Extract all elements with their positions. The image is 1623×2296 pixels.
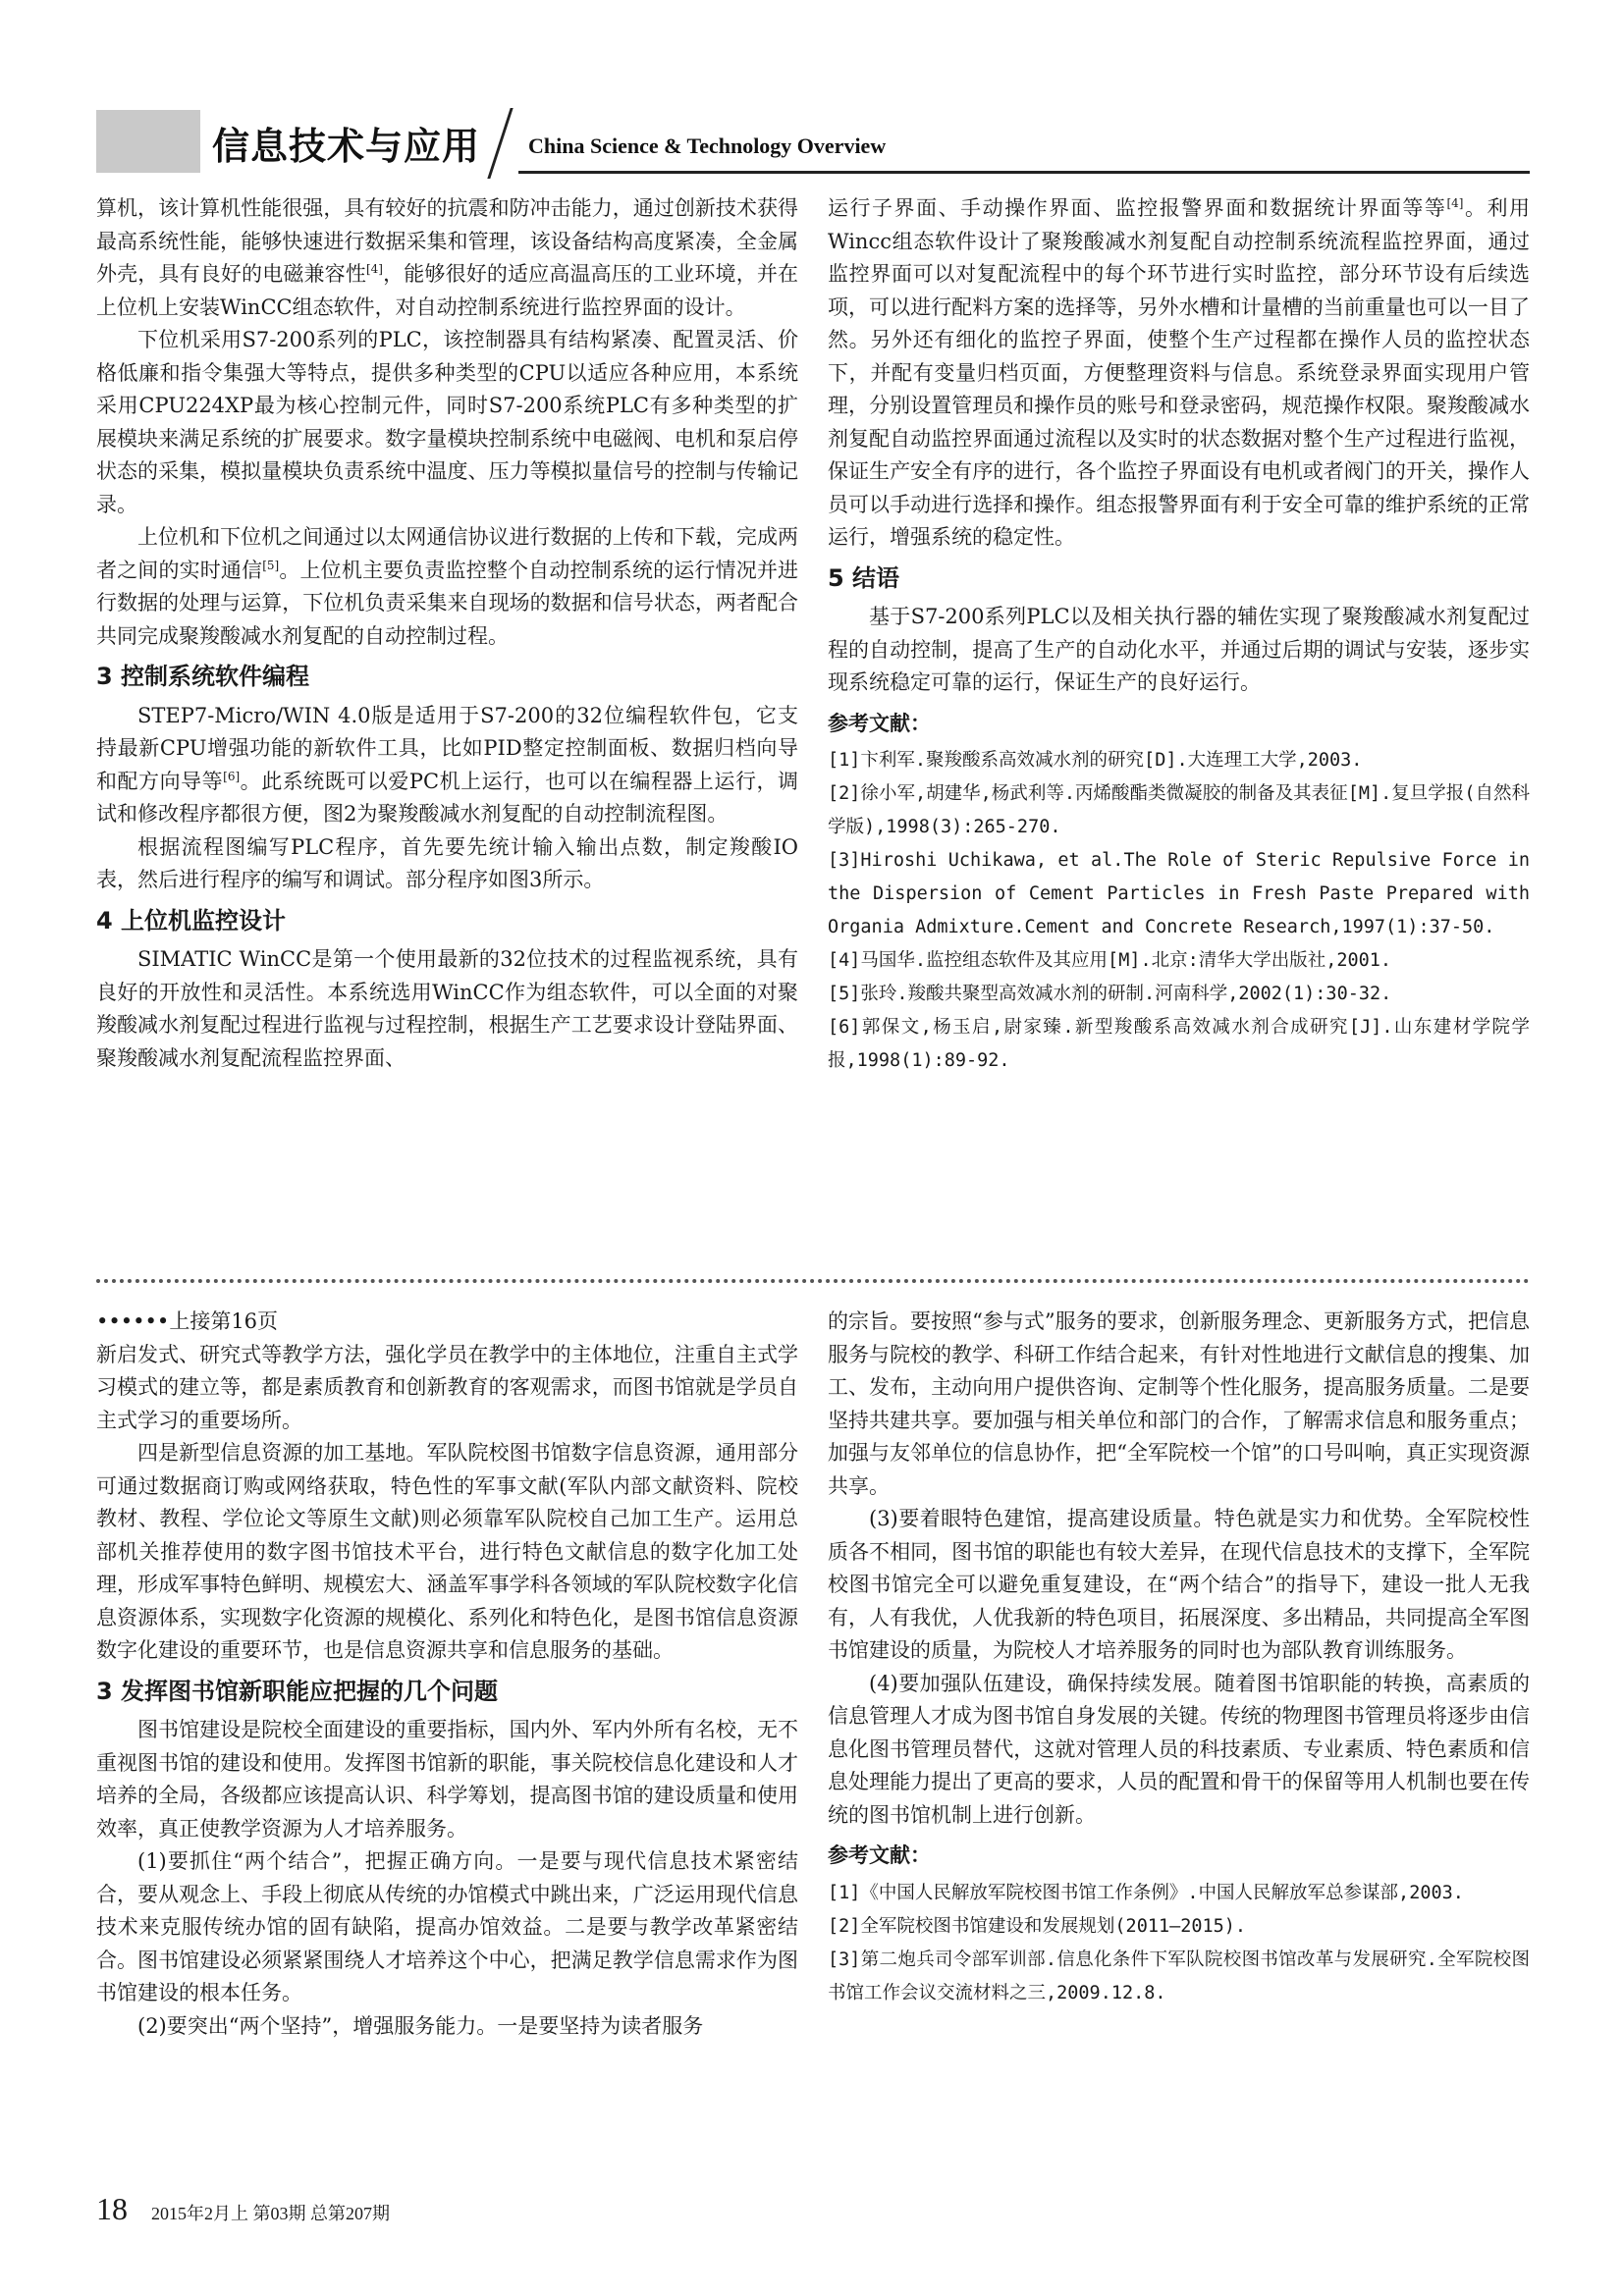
paragraph: 四是新型信息资源的加工基地。军队院校图书馆数字信息资源，通用部分可通过数据商订购或网络获取，特色性的军事文献(军队内部文献资料、院校教材、教程、学位论文等原生文献)则必须靠军队院校自己加工生产。运用总部机关推荐使用的数字图书馆技术平台，进行特色文献信息的数字化加工处理，形成军事特色鲜明、规模宏大、涵盖军事学科各领域的军队院校数字化信息资源体系，实现数字化资源的规模化、系列化和特色化，是图书馆信息资源数字化建设的重要环节，也是信息资源共享和信息服务的基础。 xyxy=(96,1441,798,1662)
paragraph: 算机，该计算机性能很强，具有较好的抗震和防冲击能力，通过创新技术获得最高系统性能，能够快速进行数据采集和管理，该设备结构高度紧凑，全金属外壳，具有良好的电磁兼容性[4]，能够很好的适应高温高压的工业环境，并在上位机上安装WinCC组态软件，对自动控制系统进行监控界面的设计。 xyxy=(96,196,798,319)
top-left-column xyxy=(96,192,798,1075)
reference-item: [6]郭保文,杨玉启,尉家臻.新型羧酸系高效减水剂合成研究[J].山东建材学院学报,1998(1):89-92. xyxy=(828,1017,1530,1071)
section-heading: 4 上位机监控设计 xyxy=(96,906,287,934)
paragraph: (3)要着眼特色建馆，提高建设质量。特色就是实力和优势。全军院校性质各不相同，图书馆的职能也有较大差异，在现代信息技术的支撑下，全军院校图书馆完全可以避免重复建设，在“两个结合”的指导下，建设一批人无我有，人有我优，人优我新的特色项目，拓展深度、多出精品，共同提高全军图书馆建设的质量，为院校人才培养服务的同时也为部队教育训练服务。 xyxy=(828,1507,1530,1662)
paragraph: 图书馆建设是院校全面建设的重要指标，国内外、军内外所有名校，无不重视图书馆的建设和使用。发挥图书馆新的职能，事关院校信息化建设和人才培养的全局，各级都应该提高认识、科学筹划，提高图书馆的建设质量和使用效率，真正使教学资源为人才培养服务。 xyxy=(96,1718,798,1841)
issue-info: 2015年2月上 第03期 总第207期 xyxy=(151,2204,390,2223)
paragraph: 基于S7-200系列PLC以及相关执行器的辅佐实现了聚羧酸减水剂复配过程的自动控制，提高了生产的自动化水平，并通过后期的调试与安装，逐步实现系统稳定可靠的运行，保证生产的良好运行。 xyxy=(828,605,1530,694)
page-number: 18 xyxy=(96,2191,128,2226)
paragraph: 下位机采用S7-200系列的PLC，该控制器具有结构紧凑、配置灵活、价格低廉和指令集强大等特点，提供多种类型的CPU以适应各种应用，本系统采用CPU224XP最为核心控制元件，同时S7-200系统PLC有多种类型的扩展模块来满足系统的扩展要求。数字量模块控制系统中电磁阀、电机和泵启停状态的采集，模拟量模块负责系统中温度、压力等模拟量信号的控制与传输记录。 xyxy=(96,328,798,516)
reference-item: [2]徐小军,胡建华,杨武利等.丙烯酸酯类微凝胶的制备及其表征[M].复旦学报(自然科学版),1998(3):265-270. xyxy=(828,783,1530,837)
reference-item: [1]卞利军.聚羧酸系高效减水剂的研究[D].大连理工大学,2003. xyxy=(828,750,1363,771)
reference-item: [5]张玲.羧酸共聚型高效减水剂的研制.河南科学,2002(1):30-32. xyxy=(828,984,1392,1004)
journal-section-title: 信息技术与应用 xyxy=(212,124,481,168)
references-list xyxy=(828,1877,1530,2010)
header-slash-divider xyxy=(487,108,513,179)
bottom-right-column xyxy=(828,1306,1530,2010)
references-title: 参考文献： xyxy=(828,1843,931,1867)
header-gray-block xyxy=(96,110,200,173)
paragraph: (2)要突出“两个坚持”，增强服务能力。一是要坚持为读者服务 xyxy=(137,2013,704,2038)
section-heading: 3 发挥图书馆新职能应把握的几个问题 xyxy=(96,1677,499,1705)
header-rule xyxy=(518,171,1530,174)
page-footer xyxy=(96,2191,390,2227)
reference-item: [2]全军院校图书馆建设和发展规划(2011—2015). xyxy=(828,1915,1247,1937)
paragraph: 根据流程图编写PLC程序，首先要先统计输入输出点数，制定羧酸IO表，然后进行程序的编写和调试。部分程序如图3所示。 xyxy=(96,834,798,891)
paragraph: SIMATIC WinCC是第一个使用最新的32位技术的过程监视系统，具有良好的开放性和灵活性。本系统选用WinCC作为组态软件，可以全面的对聚羧酸减水剂复配过程进行监视与过程控制，根据生产工艺要求设计登陆界面、聚羧酸减水剂复配流程监控界面、 xyxy=(96,947,798,1070)
section-heading: 5 结语 xyxy=(828,563,900,592)
paragraph: (4)要加强队伍建设，确保持续发展。随着图书馆职能的转换，高素质的信息管理人才成为图书馆自身发展的关键。传统的物理图书管理员将逐步由信息化图书管理员替代，这就对管理人员的科技素质、专业素质、特色素质和信息处理能力提出了更高的要求，人员的配置和骨干的保留等用人机制也要在传统的图书馆机制上进行创新。 xyxy=(828,1671,1530,1827)
references-title: 参考文献： xyxy=(828,711,931,735)
bottom-left-column xyxy=(96,1306,798,2043)
reference-item: [3]第二炮兵司令部军训部.信息化条件下军队院校图书馆改革与发展研究.全军院校图书馆工作会议交流材料之三,2009.12.8. xyxy=(828,1949,1530,2003)
paragraph: (1)要抓住“两个结合”，把握正确方向。一是要与现代信息技术紧密结合，要从观念上、手段上彻底从传统的办馆模式中跳出来，广泛运用现代信息技术来克服传统办馆的固有缺陷，提高办馆效益。二是要与教学改革紧密结合。图书馆建设必须紧紧围绕人才培养这个中心，把满足教学信息需求作为图书馆建设的根本任务。 xyxy=(96,1849,798,2004)
continuation-note: ••••••上接第16页 xyxy=(96,1309,279,1333)
article-separator xyxy=(96,1279,1530,1283)
reference-item: [1]《中国人民解放军院校图书馆工作条例》.中国人民解放军总参谋部,2003. xyxy=(828,1882,1464,1903)
reference-item: [4]马国华.监控组态软件及其应用[M].北京:清华大学出版社,2001. xyxy=(828,950,1392,971)
paragraph: 运行子界面、手动操作界面、监控报警界面和数据统计界面等等[4]。利用Wincc组态软件设计了聚羧酸减水剂复配自动控制系统流程监控界面，通过监控界面可以对复配流程中的每个环节进行实时监控，部分环节设有后续选项，可以进行配料方案的选择等，另外水槽和计量槽的当前重量也可以一目了然。另外还有细化的监控子界面，使整个生产过程都在操作人员的监控状态下，并配有变量归档页面，方便整理资料与信息。系统登录界面实现用户管理，分别设置管理员和操作员的账号和登录密码，规范操作权限。聚羧酸减水剂复配自动监控界面通过流程以及实时的状态数据对整个生产过程进行监视，保证生产安全有序的进行，各个监控子界面设有电机或者阀门的开关，操作人员可以手动进行选择和操作。组态报警界面有利于安全可靠的维护系统的正常运行，增强系统的稳定性。 xyxy=(828,196,1531,549)
reference-item: [3]Hiroshi Uchikawa, et al.The Role of Steric Repulsive Force in the Dispersion of Cement Particles in Fresh Paste Prepared with Organia Admixture.Cement and Concrete Research,1997(1):37-50. xyxy=(828,850,1530,937)
paragraph: STEP7-Micro/WIN 4.0版是适用于S7-200的32位编程软件包，它支持最新CPU增强功能的新软件工具，比如PID整定控制面板、数据归档向导和配方向导等[6]。此系统既可以爱PC机上运行，也可以在编程器上运行，调试和修改程序都很方便，图2为聚羧酸减水剂复配的自动控制流程图。 xyxy=(96,703,798,826)
running-header xyxy=(96,110,1530,177)
section-heading: 3 控制系统软件编程 xyxy=(96,663,310,690)
references-list xyxy=(828,744,1530,1078)
paragraph: 上位机和下位机之间通过以太网通信协议进行数据的上传和下载，完成两者之间的实时通信[5]。上位机主要负责监控整个自动控制系统的运行情况并进行数据的处理与运算，下位机负责采集来自现场的数据和信号状态，两者配合共同完成聚羧酸减水剂复配的自动控制过程。 xyxy=(96,525,799,648)
paragraph: 新启发式、研究式等教学方法，强化学员在教学中的主体地位，注重自主式学习模式的建立等，都是素质教育和创新教育的客观需求，而图书馆就是学员自主式学习的重要场所。 xyxy=(96,1342,798,1432)
top-right-column xyxy=(828,192,1530,1078)
journal-name-en: China Science & Technology Overview xyxy=(528,133,887,158)
paragraph: 的宗旨。要按照“参与式”服务的要求，创新服务理念、更新服务方式，把信息服务与院校的教学、科研工作结合起来，有针对性地进行文献信息的搜集、加工、发布，主动向用户提供咨询、定制等个性化服务，提高服务质量。二是要坚持共建共享。要加强与相关单位和部门的合作，了解需求信息和服务重点；加强与友邻单位的信息协作，把“全军院校一个馆”的口号叫响，真正实现资源共享。 xyxy=(828,1309,1530,1498)
